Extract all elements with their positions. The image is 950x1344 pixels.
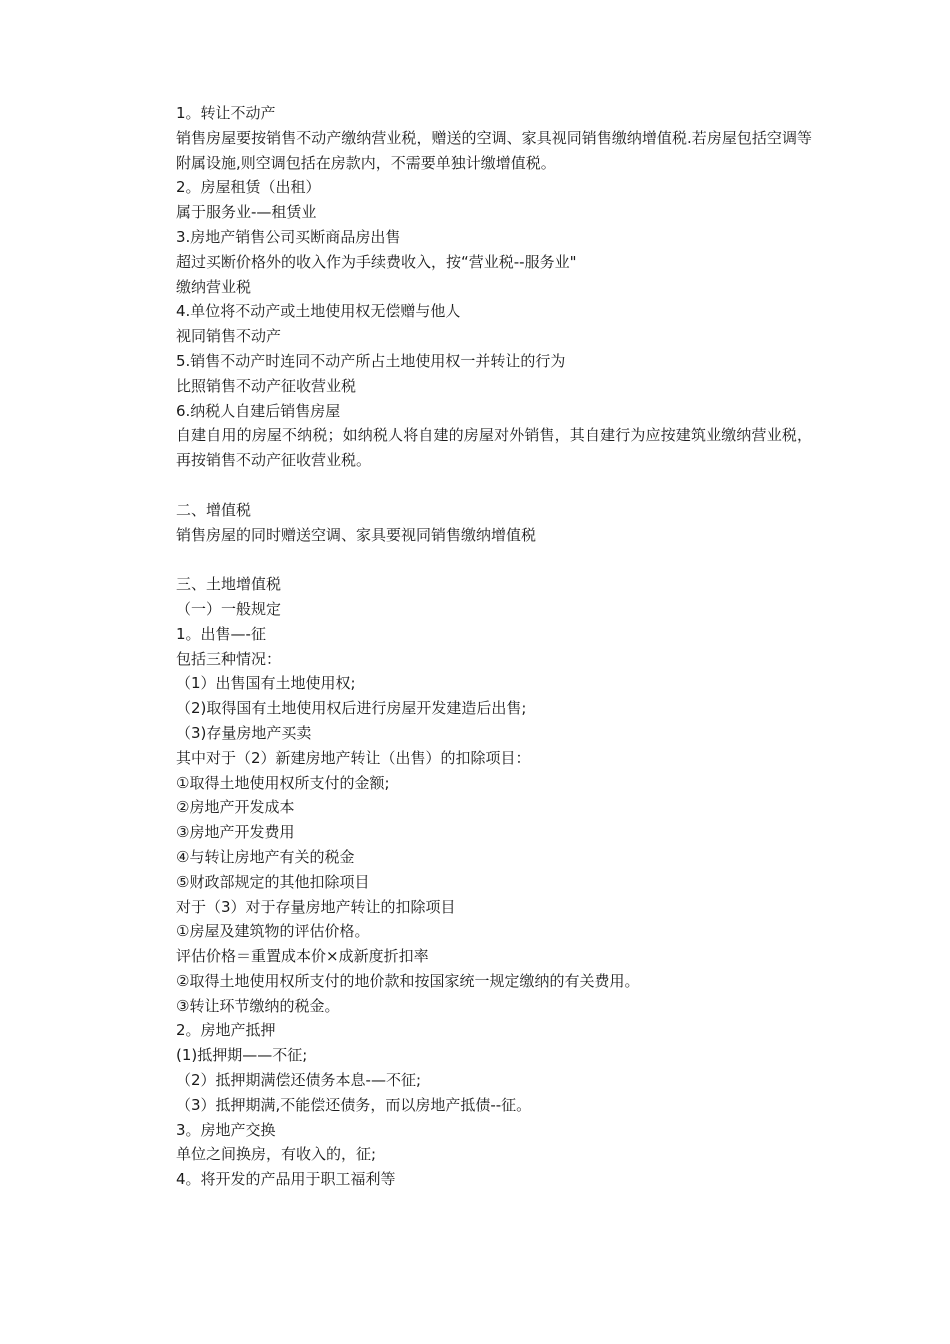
text-line: ①房屋及建筑物的评估价格。	[176, 922, 370, 941]
text-line: 2。房地产抵押	[176, 1021, 276, 1040]
text-line: (1)抵押期——不征;	[176, 1046, 308, 1065]
text-line: 缴纳营业税	[176, 277, 252, 296]
text-line: ②取得土地使用权所支付的地价款和按国家统一规定缴纳的有关费用。	[176, 971, 640, 990]
text-line: ②房地产开发成本	[176, 798, 295, 817]
text-line: 5.销售不动产时连同不动产所占土地使用权一并转让的行为	[176, 351, 566, 370]
text-line: 3。房地产交换	[176, 1120, 276, 1139]
text-line: 视同销售不动产	[176, 327, 282, 346]
text-line: 包括三种情况：	[176, 649, 282, 668]
text-line: （3）抵押期满,不能偿还债务，而以房地产抵债--征。	[176, 1095, 532, 1114]
document-body	[146, 101, 812, 1192]
blank-line	[146, 473, 812, 498]
text-line: 其中对于（2）新建房地产转让（出售）的扣除项目：	[176, 748, 531, 767]
text-line: 对于（3）对于存量房地产转让的扣除项目	[176, 897, 456, 916]
text-line: （2）抵押期满偿还债务本息-—不征;	[176, 1071, 422, 1090]
text-line: ④与转让房地产有关的税金	[176, 847, 355, 866]
paragraph: 自建自用的房屋不纳税；如纳税人将自建的房屋对外销售，其自建行为应按建筑业缴纳营业税，再按销售不动产征收营业税。	[176, 426, 812, 470]
text-line: （2)取得国有土地使用权后进行房屋开发建造后出售;	[176, 699, 527, 718]
text-line: 三、土地增值税	[176, 575, 282, 594]
text-line: 4。将开发的产品用于职工福利等	[176, 1170, 396, 1189]
text-line: 6.纳税人自建后销售房屋	[176, 401, 341, 420]
text-line: 2。房屋租赁（出租）	[176, 178, 321, 197]
text-line: （1）出售国有土地使用权;	[176, 674, 356, 693]
text-line: 4.单位将不动产或土地使用权无偿赠与他人	[176, 302, 461, 321]
blank-line	[146, 547, 812, 572]
text-line: 1。转让不动产	[176, 104, 276, 122]
text-line: ⑤财政部规定的其他扣除项目	[176, 872, 370, 891]
text-line: （3)存量房地产买卖	[176, 723, 312, 742]
paragraph: 销售房屋要按销售不动产缴纳营业税，赠送的空调、家具视同销售缴纳增值税.若房屋包括空调等附属设施,则空调包括在房款内，不需要单独计缴增值税。	[176, 128, 812, 172]
text-line: ③房地产开发费用	[176, 823, 295, 842]
text-line: ①取得土地使用权所支付的金额;	[176, 773, 390, 792]
text-line: 1。出售—-征	[176, 624, 266, 643]
text-line: ③转让环节缴纳的税金。	[176, 996, 340, 1015]
text-line: 评估价格＝重置成本价×成新度折扣率	[176, 947, 429, 966]
text-line: （一）一般规定	[176, 599, 282, 618]
text-line: 比照销售不动产征收营业税	[176, 376, 357, 395]
text-line: 属于服务业-—租赁业	[176, 203, 317, 222]
text-line: 二、增值税	[176, 500, 252, 519]
text-line: 3.房地产销售公司买断商品房出售	[176, 227, 401, 246]
text-line: 超过买断价格外的收入作为手续费收入，按“营业税--服务业"	[176, 252, 577, 271]
text-line: 销售房屋的同时赠送空调、家具要视同销售缴纳增值税	[176, 525, 537, 544]
text-line: 单位之间换房，有收入的，征;	[176, 1145, 377, 1164]
